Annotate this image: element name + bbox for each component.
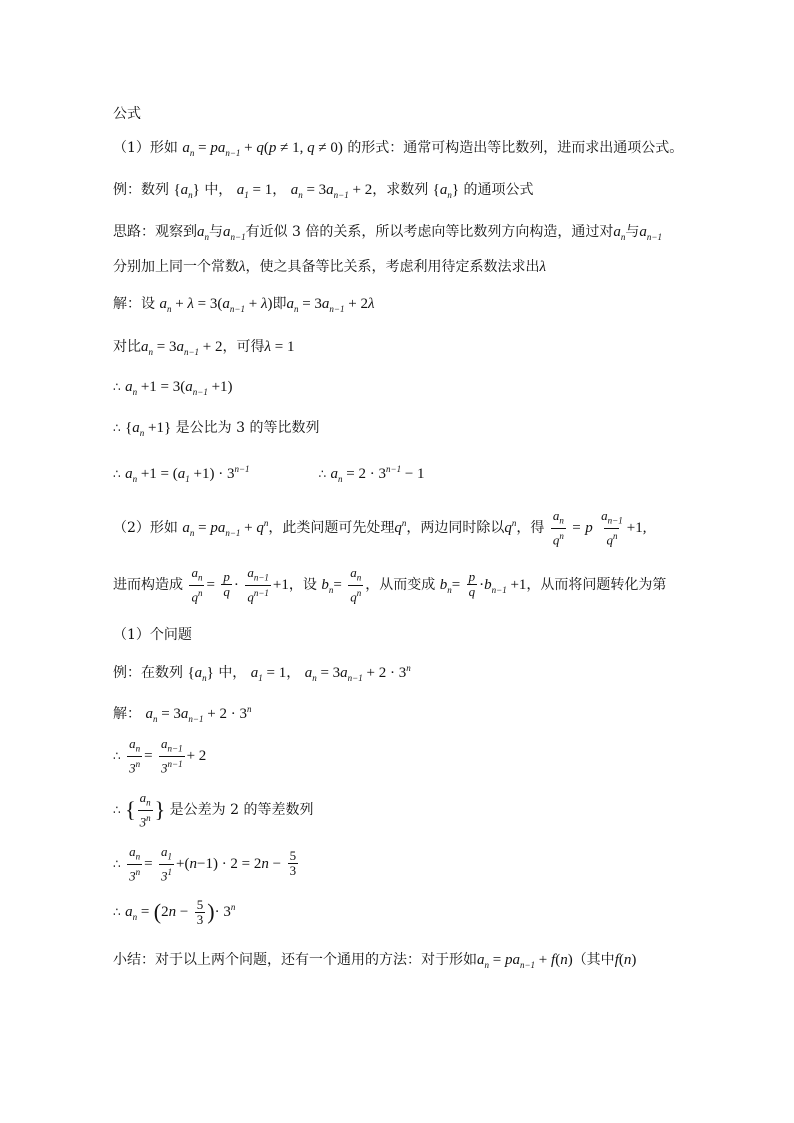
formula: $\cdot b_{n-1} +1$	[479, 576, 527, 595]
fraction: $\frac{a_{n-1}}{q^n}$	[601, 508, 623, 547]
paragraph-type-1	[113, 138, 683, 163]
text: 进而构造成	[113, 576, 183, 593]
fraction: $\frac{a_n}{q^n}$	[191, 565, 203, 604]
text: 的形式：通常可构造出等比数列，进而求出通项公式。	[347, 140, 684, 156]
therefore-symbol: ∴	[113, 467, 121, 481]
summary-line	[113, 950, 636, 975]
solution2-line-5	[113, 897, 235, 927]
therefore-symbol: ∴	[113, 421, 121, 435]
formula: $a_n$ =	[125, 904, 150, 922]
formula: }	[154, 796, 166, 822]
fraction: $\frac{p}{q}$	[223, 569, 230, 600]
formula: ·	[233, 576, 239, 593]
fraction: $\frac{a_n}{q^n}$	[350, 565, 362, 604]
example-2	[113, 658, 411, 688]
text: 是公比为 3 的等比数列	[175, 420, 320, 436]
formula: $a_n +1 = 3(a_{n-1} +1)$	[125, 379, 233, 397]
formula: $a_n = 3a_{n-1} + 2 \cdot 3^n$	[304, 663, 411, 683]
formula: · $3^n$	[214, 902, 236, 920]
example-1	[113, 180, 534, 205]
text: ，两边同时除以	[406, 519, 505, 536]
formula: $b_n$	[321, 576, 334, 595]
text: 的通项公式	[463, 182, 534, 198]
therefore-symbol: ∴	[113, 802, 121, 817]
formula: p	[585, 519, 593, 536]
formula: $a_n + \lambda = 3(a_{n-1} + \lambda)$	[159, 296, 273, 314]
text: ，从而将问题转化为第	[526, 576, 667, 593]
solution-line-4	[113, 418, 319, 443]
solution-line-1	[113, 294, 374, 319]
fraction: $\frac{a_n}{q^n}$	[552, 508, 564, 547]
fraction: $\frac{a_n}{3^n}$	[129, 736, 141, 775]
therefore-symbol: ∴	[113, 380, 121, 394]
text: （2）形如	[113, 519, 178, 536]
formula: =	[206, 576, 215, 593]
solution-line-5	[113, 459, 425, 489]
formula: {	[125, 796, 136, 822]
solution-line-2	[113, 337, 294, 362]
text: 解：设	[113, 296, 155, 312]
formula: +1,	[626, 519, 647, 536]
text: 解：	[113, 706, 141, 722]
solution2-line-3	[113, 791, 313, 829]
text: 与	[209, 224, 223, 240]
formula: )	[207, 899, 215, 924]
fraction: $\frac{a_1}{3^1}$	[161, 844, 173, 883]
solution2-line-2	[113, 737, 206, 775]
formula: $\{a_n +1\}$	[125, 420, 172, 438]
formula: $a_n = 3a_{n-1} + 2$	[141, 339, 223, 357]
fraction: $\frac{a_{n-1}}{q^{n-1}}$	[247, 565, 269, 604]
text: ，可得	[222, 339, 265, 355]
formula: f(n)	[614, 952, 637, 968]
formula: $a_n = pa_{n-1} + q(p \ne 1$, q ≠ 0)	[182, 140, 343, 158]
text: （1）个问题	[113, 627, 192, 643]
therefore-symbol: ∴	[113, 905, 121, 919]
fraction: $\frac{a_{n-1}}{3^{n-1}}$	[161, 736, 183, 775]
fraction: $\frac{a_n}{3^n}$	[139, 790, 151, 829]
solution-line-3	[113, 377, 233, 402]
text: 例：在数列	[113, 665, 183, 681]
heading-formula	[113, 104, 141, 124]
text: 思路：观察到	[113, 224, 197, 240]
text: 是公差为 2 的等差数列	[169, 801, 314, 818]
formula: =	[333, 576, 342, 593]
text: ，此类问题可先处理	[268, 519, 395, 536]
formula: =	[144, 855, 153, 872]
text: ，求数列	[372, 182, 429, 198]
formula: +1	[272, 576, 289, 593]
formula: (	[153, 899, 162, 924]
text: 中，	[218, 665, 247, 681]
heading-text: 公式	[113, 106, 141, 122]
formula: λ = 1	[264, 339, 295, 355]
formula: =	[572, 519, 581, 536]
formula: $a_n = 2 \cdot 3^{n-1} - 1$	[330, 464, 425, 484]
text: ，	[272, 182, 287, 198]
idea-line-1	[113, 222, 662, 247]
formula: λ	[239, 259, 246, 275]
text: ，使之具备等比关系，考虑利用待定系数法求出	[245, 259, 540, 275]
formula: $a_n = 3a_{n-1} + 2 \cdot 3^n$	[145, 704, 252, 724]
text: （1）形如	[113, 140, 178, 156]
idea-line-2	[113, 257, 546, 277]
formula: $q^n$	[504, 517, 517, 536]
construct-line	[113, 566, 666, 604]
formula: =	[451, 576, 461, 593]
formula: $b_n$	[439, 576, 452, 595]
formula: $a_n = pa_{n-1} + f(n)$	[477, 952, 573, 970]
fraction: $\frac{p}{q}$	[468, 569, 476, 600]
formula: $a_{n-1}$	[223, 224, 246, 242]
therefore-symbol: ∴	[113, 748, 121, 763]
text: ，得	[516, 519, 545, 536]
formula: $a_n +1 = (a_1 +1) \cdot 3^{n-1}$	[125, 464, 250, 484]
formula: +(n−1) · 2 = 2n −	[176, 855, 282, 872]
formula: $a_{n-1}$	[639, 224, 662, 242]
formula: =	[144, 747, 153, 764]
text: 分别加上同一个常数	[113, 259, 239, 275]
text: 小结：对于以上两个问题，还有一个通用的方法：对于形如	[113, 952, 477, 968]
text: 与	[625, 224, 640, 240]
text: 中，	[204, 182, 233, 198]
formula: + 2	[186, 747, 207, 764]
text: 对比	[113, 339, 141, 355]
therefore-symbol: ∴	[113, 856, 121, 871]
formula: $\{a_n\}$	[187, 665, 214, 683]
paragraph-type-2	[113, 509, 646, 547]
solution2-line-1	[113, 699, 251, 729]
text: 有近似 3 倍的关系，所以考虑向等比数列方向构造，通过对	[245, 224, 614, 240]
formula: $\{a_n\}$	[173, 182, 200, 200]
text: 例：数列	[113, 182, 169, 198]
text: 即	[272, 296, 287, 312]
formula: 2n −	[161, 904, 189, 920]
formula: $a_n = 3a_{n-1} + 2\lambda$	[286, 296, 375, 314]
fraction: $\frac{5}{3}$	[196, 896, 204, 927]
therefore-symbol: ∴	[318, 467, 327, 481]
formula: λ	[539, 259, 546, 275]
fraction: $\frac{5}{3}$	[289, 848, 297, 879]
text: （其中	[572, 952, 615, 968]
construct-line-2	[113, 625, 192, 645]
formula: $q^n$	[394, 517, 407, 536]
formula: $a_1 = 1$	[250, 665, 287, 683]
text: ，从而变成	[365, 576, 436, 593]
formula: $a_1 = 1$	[236, 182, 273, 200]
fraction: $\frac{a_n}{3^n}$	[129, 844, 141, 883]
formula: $a_n$	[197, 224, 209, 242]
formula: $a_n$	[613, 224, 626, 242]
formula: $\{a_n\}$	[432, 182, 460, 200]
text: ，设	[288, 576, 317, 593]
text: ，	[286, 665, 301, 681]
solution2-line-4	[113, 845, 300, 883]
formula: $a_n = 3a_{n-1} + 2$	[290, 182, 373, 200]
formula: $a_n = pa_{n-1} + q^n$	[182, 517, 269, 538]
